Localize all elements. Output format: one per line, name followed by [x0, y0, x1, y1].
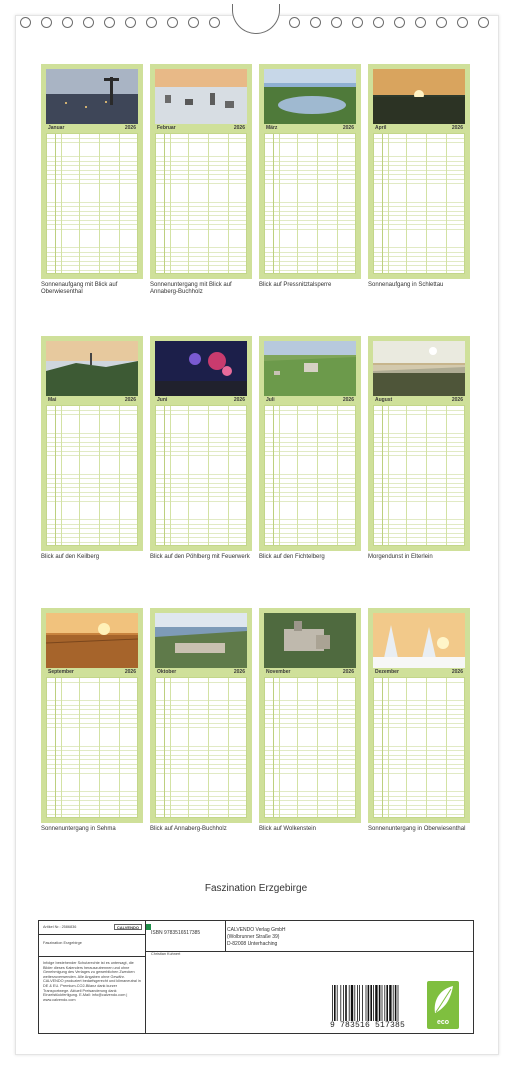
month-header — [46, 397, 138, 404]
month-header — [373, 125, 465, 132]
castle-photo — [264, 613, 356, 668]
binding-ring — [415, 17, 426, 28]
grid-column-line — [99, 406, 100, 545]
month-page-februar — [150, 64, 252, 279]
grid-column-line — [337, 406, 338, 545]
month-name: Februar — [157, 125, 176, 131]
barcode-bar — [345, 985, 347, 1021]
mist-photo — [373, 341, 465, 396]
barcode-number: 9 783516 517385 — [330, 1021, 406, 1030]
month-name: April — [375, 125, 387, 131]
month-caption: Blick auf den Pöhlberg mit Feuerwerk — [150, 554, 250, 560]
month-name: Mai — [48, 397, 57, 403]
day-grid — [46, 133, 138, 274]
day-grid — [264, 677, 356, 818]
info-divider — [225, 921, 226, 951]
month-year: 2026 — [233, 125, 245, 131]
town-tower-photo — [46, 69, 138, 124]
day-grid — [46, 677, 138, 818]
month-header — [264, 397, 356, 404]
grid-column-line — [297, 678, 298, 817]
month-page-mai — [41, 336, 143, 551]
binding-ring — [289, 17, 300, 28]
month-year: 2026 — [233, 669, 245, 675]
barcode-bar — [349, 985, 350, 1021]
barcode-bar — [393, 985, 394, 1021]
barcode-bar — [398, 985, 399, 1021]
article-number: Artikel Nr.: 2586836 — [43, 925, 77, 929]
barcode-bar — [332, 985, 333, 1021]
grid-column-line — [188, 134, 189, 273]
product-info-box — [38, 920, 474, 1034]
grid-column-line — [228, 134, 229, 273]
month-header — [155, 669, 247, 676]
binding-ring — [352, 17, 363, 28]
month-header — [264, 125, 356, 132]
grid-column-line — [119, 678, 120, 817]
month-name: Juni — [157, 397, 168, 403]
binding-ring — [478, 17, 489, 28]
binding-ring — [146, 17, 157, 28]
binding-ring — [41, 17, 52, 28]
grid-column-line — [426, 134, 427, 273]
binding-ring — [209, 17, 220, 28]
author-name: Christian Kuhnert — [151, 952, 181, 956]
lake-photo — [264, 69, 356, 124]
binding-ring — [331, 17, 342, 28]
day-grid — [264, 133, 356, 274]
month-caption: Morgendunst in Elterlein — [368, 554, 433, 560]
grid-column-line — [317, 406, 318, 545]
grid-column-line — [228, 406, 229, 545]
publisher-street: (Wolbrunner Straße 39) — [227, 934, 280, 940]
month-caption: Blick auf den Fichtelberg — [259, 554, 325, 560]
binding-ring — [373, 17, 384, 28]
binding-ring — [167, 17, 178, 28]
grid-column-line — [297, 134, 298, 273]
grid-column-line — [426, 406, 427, 545]
barcode-bar — [366, 985, 367, 1021]
month-page-oktober — [150, 608, 252, 823]
binding-ring — [83, 17, 94, 28]
info-hline — [146, 951, 474, 952]
grid-column-line — [119, 406, 120, 545]
month-name: September — [48, 669, 74, 675]
grid-column-line — [317, 134, 318, 273]
binding-ring — [104, 17, 115, 28]
day-grid — [155, 677, 247, 818]
barcode-bar — [373, 985, 374, 1021]
grid-column-line — [337, 678, 338, 817]
barcode-bar — [389, 985, 391, 1021]
binding-ring — [457, 17, 468, 28]
grid-column-line — [446, 134, 447, 273]
info-left-column — [39, 921, 146, 1033]
month-name: August — [375, 397, 393, 403]
month-caption: Sonnenaufgang in Schlettau — [368, 282, 444, 288]
month-caption: Blick auf Wolkenstein — [259, 826, 316, 832]
month-page-juli — [259, 336, 361, 551]
month-page-dezember — [368, 608, 470, 823]
month-header — [46, 669, 138, 676]
grid-column-line — [79, 678, 80, 817]
month-name: Juli — [266, 397, 275, 403]
summit-photo — [264, 341, 356, 396]
isbn: ISBN 9783516517385 — [151, 930, 201, 936]
barcode-bar — [359, 985, 360, 1021]
grid-column-line — [99, 134, 100, 273]
barcode-bar — [357, 985, 358, 1021]
binding-ring — [310, 17, 321, 28]
barcode — [330, 985, 418, 1023]
barcode-bar — [340, 985, 341, 1021]
month-name: Oktober — [157, 669, 177, 675]
grid-column-line — [228, 678, 229, 817]
publisher-city: D-82008 Unterhaching — [227, 941, 278, 947]
barcode-bar — [370, 985, 372, 1021]
grid-column-line — [188, 678, 189, 817]
grid-column-line — [79, 134, 80, 273]
day-grid — [373, 133, 465, 274]
leaf-icon — [427, 981, 459, 1021]
barcode-bar — [351, 985, 353, 1021]
day-grid — [155, 405, 247, 546]
grid-column-line — [317, 678, 318, 817]
month-year: 2026 — [342, 669, 354, 675]
barcode-bar — [343, 985, 344, 1021]
day-grid — [264, 405, 356, 546]
barcode-bar — [375, 985, 377, 1021]
eco-label — [427, 981, 459, 1029]
winter-forest-photo — [373, 613, 465, 668]
month-name: November — [266, 669, 291, 675]
barcode-bar — [379, 985, 381, 1021]
binding-ring — [125, 17, 136, 28]
month-page-april — [368, 64, 470, 279]
grid-column-line — [208, 678, 209, 817]
barcode-bar — [368, 985, 370, 1021]
month-name: Januar — [48, 125, 65, 131]
barcode-bar — [384, 985, 385, 1021]
grid-column-line — [79, 406, 80, 545]
grid-column-line — [406, 406, 407, 545]
month-header — [373, 669, 465, 676]
barcode-bar — [337, 985, 338, 1021]
legal-text: Infolge bestehender Schutzrechte ist es untersagt, die Bilder dieses Kalenders herauszutrennen und ohne Genehmigung des Verlages zu gewerblichen Zwecken weiterzuverwenden. Alle Angaben ohne Gewähr. CALVENDO produziert bedarfsgerecht und klimaneutral in DE & EU. Premium-CO2-Bilanz dank kurzer Transportwege. Aktuell Preisanderung dank Einzelstückfertigung. E-Mail: info@calvendo.com | www.calvendo.com — [43, 961, 141, 1002]
sunrise-photo — [373, 69, 465, 124]
day-grid — [46, 405, 138, 546]
day-grid — [155, 133, 247, 274]
month-year: 2026 — [451, 397, 463, 403]
barcode-bar — [362, 985, 363, 1021]
binding-ring — [394, 17, 405, 28]
month-header — [264, 669, 356, 676]
wheat-field-photo — [46, 613, 138, 668]
grid-column-line — [208, 406, 209, 545]
month-year: 2026 — [233, 397, 245, 403]
barcode-bar — [354, 985, 355, 1021]
day-grid — [373, 677, 465, 818]
binding-ring — [62, 17, 73, 28]
month-caption: Blick auf Annaberg-Buchholz — [150, 826, 227, 832]
month-caption: Sonnenuntergang in Sehma — [41, 826, 116, 832]
binding-ring — [436, 17, 447, 28]
publisher-name: CALVENDO Verlag GmbH — [227, 927, 286, 933]
month-page-september — [41, 608, 143, 823]
month-caption: Sonnenaufgang mit Blick auf Oberwiesenthal — [41, 282, 118, 295]
month-page-januar — [41, 64, 143, 279]
month-page-märz — [259, 64, 361, 279]
grid-column-line — [99, 678, 100, 817]
month-caption: Blick auf Pressnitztalsperre — [259, 282, 332, 288]
binding-ring — [188, 17, 199, 28]
day-grid — [373, 405, 465, 546]
month-page-november — [259, 608, 361, 823]
grid-column-line — [188, 406, 189, 545]
publisher-logo: CALVENDO — [114, 924, 142, 930]
month-year: 2026 — [342, 125, 354, 131]
fireworks-photo — [155, 341, 247, 396]
month-year: 2026 — [124, 125, 136, 131]
month-header — [46, 125, 138, 132]
mountain-photo — [46, 341, 138, 396]
month-caption: Sonnenuntergang in Oberwiesenthal — [368, 826, 466, 832]
product-title-row — [39, 935, 146, 957]
grid-column-line — [119, 134, 120, 273]
snowy-town-photo — [155, 69, 247, 124]
grid-column-line — [208, 134, 209, 273]
month-year: 2026 — [451, 669, 463, 675]
grid-column-line — [426, 678, 427, 817]
eco-text: eco — [436, 1019, 450, 1026]
barcode-bar — [386, 985, 388, 1021]
grid-column-line — [337, 134, 338, 273]
calendar-title: Faszination Erzgebirge — [204, 883, 308, 894]
month-year: 2026 — [451, 125, 463, 131]
autumn-town-photo — [155, 613, 247, 668]
month-header — [155, 125, 247, 132]
month-page-juni — [150, 336, 252, 551]
month-year: 2026 — [342, 397, 354, 403]
month-header — [155, 397, 247, 404]
binding-ring — [20, 17, 31, 28]
grid-column-line — [406, 678, 407, 817]
month-name: März — [266, 125, 278, 131]
month-header — [373, 397, 465, 404]
month-caption: Blick auf den Keilberg — [41, 554, 100, 560]
grid-column-line — [406, 134, 407, 273]
product-title: Faszination Erzgebirge — [43, 941, 82, 945]
barcode-bar — [395, 985, 397, 1021]
month-year: 2026 — [124, 669, 136, 675]
month-name: Dezember — [375, 669, 399, 675]
month-caption: Sonnenuntergang mit Blick auf Annaberg-Buchholz — [150, 282, 232, 295]
grid-column-line — [297, 406, 298, 545]
grid-column-line — [446, 678, 447, 817]
grid-column-line — [446, 406, 447, 545]
barcode-bar — [334, 985, 336, 1021]
month-year: 2026 — [124, 397, 136, 403]
barcode-bar — [382, 985, 383, 1021]
article-row — [39, 921, 146, 935]
month-page-august — [368, 336, 470, 551]
